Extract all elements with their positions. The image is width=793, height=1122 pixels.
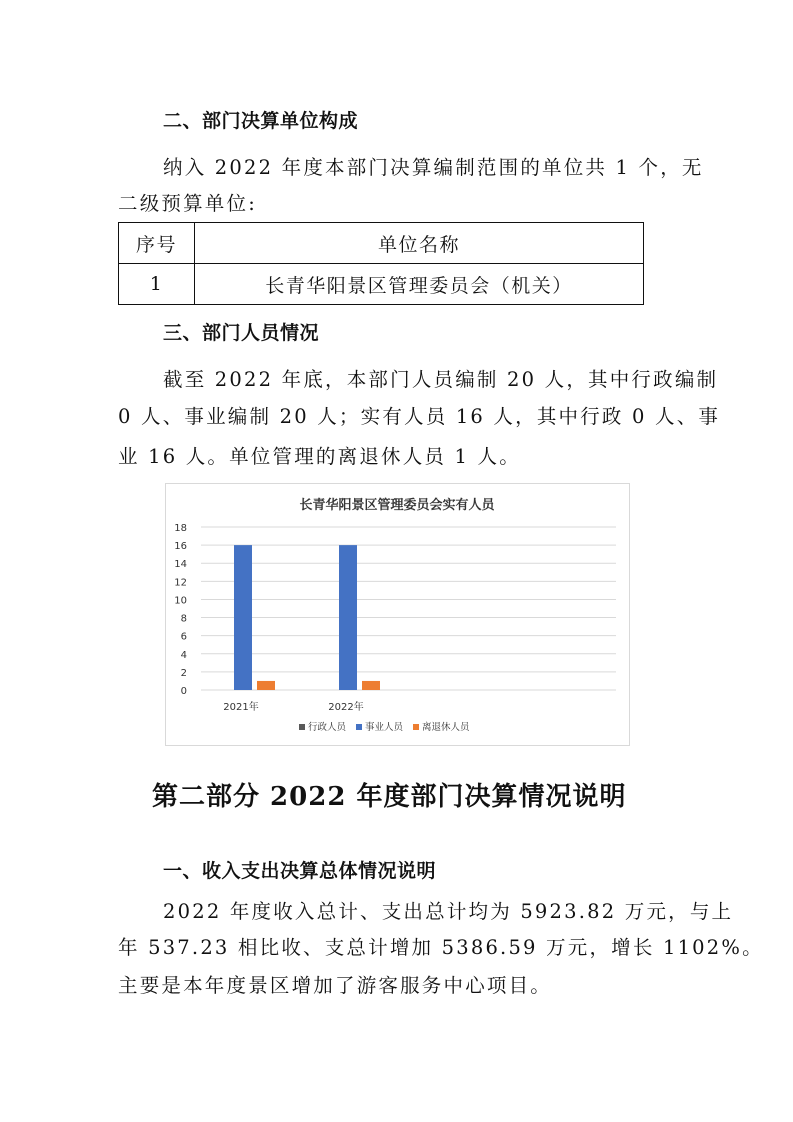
part-two-title: 第二部分 2022 年度部门决算情况说明 bbox=[152, 782, 627, 812]
unit-composition-text-line2: 二级预算单位: bbox=[118, 192, 257, 215]
y-tick-label: 16 bbox=[174, 541, 187, 553]
bar-事业人员-2022年 bbox=[339, 545, 357, 690]
table-cell-unit-name: 长青华阳景区管理委员会（机关） bbox=[195, 264, 644, 305]
legend-swatch bbox=[299, 724, 305, 730]
table-header-unit-name: 单位名称 bbox=[195, 223, 644, 264]
legend-label: 事业人员 bbox=[365, 722, 404, 733]
unit-composition-text-line1: 纳入 2022 年度本部门决算编制范围的单位共 1 个，无 bbox=[163, 156, 704, 179]
legend-swatch bbox=[413, 724, 419, 730]
y-tick-label: 8 bbox=[180, 613, 187, 625]
table-header-row bbox=[119, 223, 644, 264]
chart-title: 长青华阳景区管理委员会实有人员 bbox=[299, 498, 495, 513]
x-tick-label: 2022年 bbox=[328, 702, 364, 713]
income-text-line2: 年 537.23 相比收、支总计增加 5386.59 万元，增长 1102%。 bbox=[118, 936, 764, 959]
bar-离退休人员-2021年 bbox=[257, 681, 275, 690]
unit-table bbox=[118, 222, 644, 305]
y-tick-label: 14 bbox=[174, 559, 187, 571]
table-header-index: 序号 bbox=[119, 223, 195, 264]
section-heading-personnel: 三、部门人员情况 bbox=[163, 322, 320, 344]
personnel-text-line2: 0 人、事业编制 20 人；实有人员 16 人，其中行政 0 人、事 bbox=[118, 405, 721, 428]
y-tick-label: 10 bbox=[174, 595, 187, 607]
y-tick-label: 6 bbox=[180, 631, 187, 643]
section-heading-unit-composition: 二、部门决算单位构成 bbox=[163, 110, 359, 132]
personnel-chart bbox=[165, 483, 630, 746]
income-text-line3: 主要是本年度景区增加了游客服务中心项目。 bbox=[118, 974, 553, 997]
section-heading-income-expense: 一、收入支出决算总体情况说明 bbox=[163, 860, 437, 882]
legend-label: 行政人员 bbox=[308, 722, 347, 733]
personnel-text-line3: 业 16 人。单位管理的离退休人员 1 人。 bbox=[118, 445, 521, 468]
y-tick-label: 4 bbox=[180, 649, 187, 661]
y-tick-label: 18 bbox=[174, 523, 187, 534]
table-row bbox=[119, 264, 644, 305]
x-tick-label: 2021年 bbox=[223, 702, 259, 713]
y-tick-label: 12 bbox=[174, 577, 187, 589]
legend-label: 离退休人员 bbox=[422, 722, 470, 733]
y-tick-label: 2 bbox=[180, 667, 187, 679]
personnel-text-line1: 截至 2022 年底，本部门人员编制 20 人，其中行政编制 bbox=[163, 368, 719, 391]
table-cell-index: 1 bbox=[119, 264, 195, 305]
bar-事业人员-2021年 bbox=[234, 545, 252, 690]
income-text-line1: 2022 年度收入总计、支出总计均为 5923.82 万元，与上 bbox=[163, 900, 734, 923]
y-tick-label: 0 bbox=[180, 686, 187, 697]
personnel-chart-svg bbox=[166, 484, 629, 745]
legend-swatch bbox=[356, 724, 362, 730]
bar-离退休人员-2022年 bbox=[362, 681, 380, 690]
